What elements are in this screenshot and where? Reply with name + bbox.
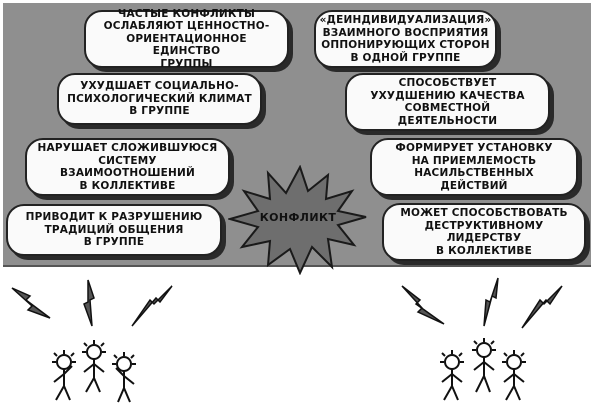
person-icon — [52, 350, 76, 400]
effect-box-right-1: «ДЕИНДИВИДУАЛИЗАЦИЯ» ВЗАИМНОГО ВОСПРИЯТИЯ ОППОНИРУЮЩИХ СТОРОН В ОДНОЙ ГРУППЕ — [314, 10, 497, 68]
person-icon — [82, 340, 106, 392]
lightning-icon — [132, 286, 172, 326]
person-icon — [440, 350, 464, 400]
effect-box-right-3: ФОРМИРУЕТ УСТАНОВКУ НА ПРИЕМЛЕМОСТЬ НАСИЛЬСТВЕННЫХ ДЕЙСТВИЙ — [370, 138, 578, 196]
person-icon-group-right — [440, 338, 526, 400]
effect-box-left-3: НАРУШАЕТ СЛОЖИВШУЮСЯ СИСТЕМУ ВЗАИМООТНОШЕНИЙ В КОЛЛЕКТИВЕ — [25, 138, 230, 196]
effect-box-right-2: СПОСОБСТВУЕТ УХУДШЕНИЮ КАЧЕСТВА СОВМЕСТНОЙ ДЕЯТЕЛЬНОСТИ — [345, 73, 550, 131]
lightning-icon-group-right — [402, 278, 562, 328]
person-icon — [502, 350, 526, 400]
person-icon — [112, 352, 136, 402]
conflict-label: КОНФЛИКТ — [259, 211, 337, 224]
lightning-icon — [84, 280, 94, 326]
effect-box-left-1: ЧАСТЫЕ КОНФЛИКТЫ ОСЛАБЛЯЮТ ЦЕННОСТНО- ОРИЕНТАЦИОННОЕ ЕДИНСТВО ГРУППЫ — [84, 10, 289, 68]
person-icon — [472, 338, 496, 392]
effect-box-left-2: УХУДШАЕТ СОЦИАЛЬНО- ПСИХОЛОГИЧЕСКИЙ КЛИМАТ В ГРУППЕ — [57, 73, 262, 125]
lightning-icon — [484, 278, 498, 326]
effect-box-left-4: ПРИВОДИТ К РАЗРУШЕНИЮ ТРАДИЦИЙ ОБЩЕНИЯ В ГРУППЕ — [6, 204, 222, 256]
lightning-icon — [522, 286, 562, 328]
lightning-icon — [402, 286, 444, 324]
lightning-icon-group-left — [12, 280, 172, 326]
lightning-icon — [12, 288, 50, 318]
person-icon-group-left — [52, 340, 136, 402]
effect-box-right-4: МОЖЕТ СПОСОБСТВОВАТЬ ДЕСТРУКТИВНОМУ ЛИДЕРСТВУ В КОЛЛЕКТИВЕ — [382, 203, 586, 261]
